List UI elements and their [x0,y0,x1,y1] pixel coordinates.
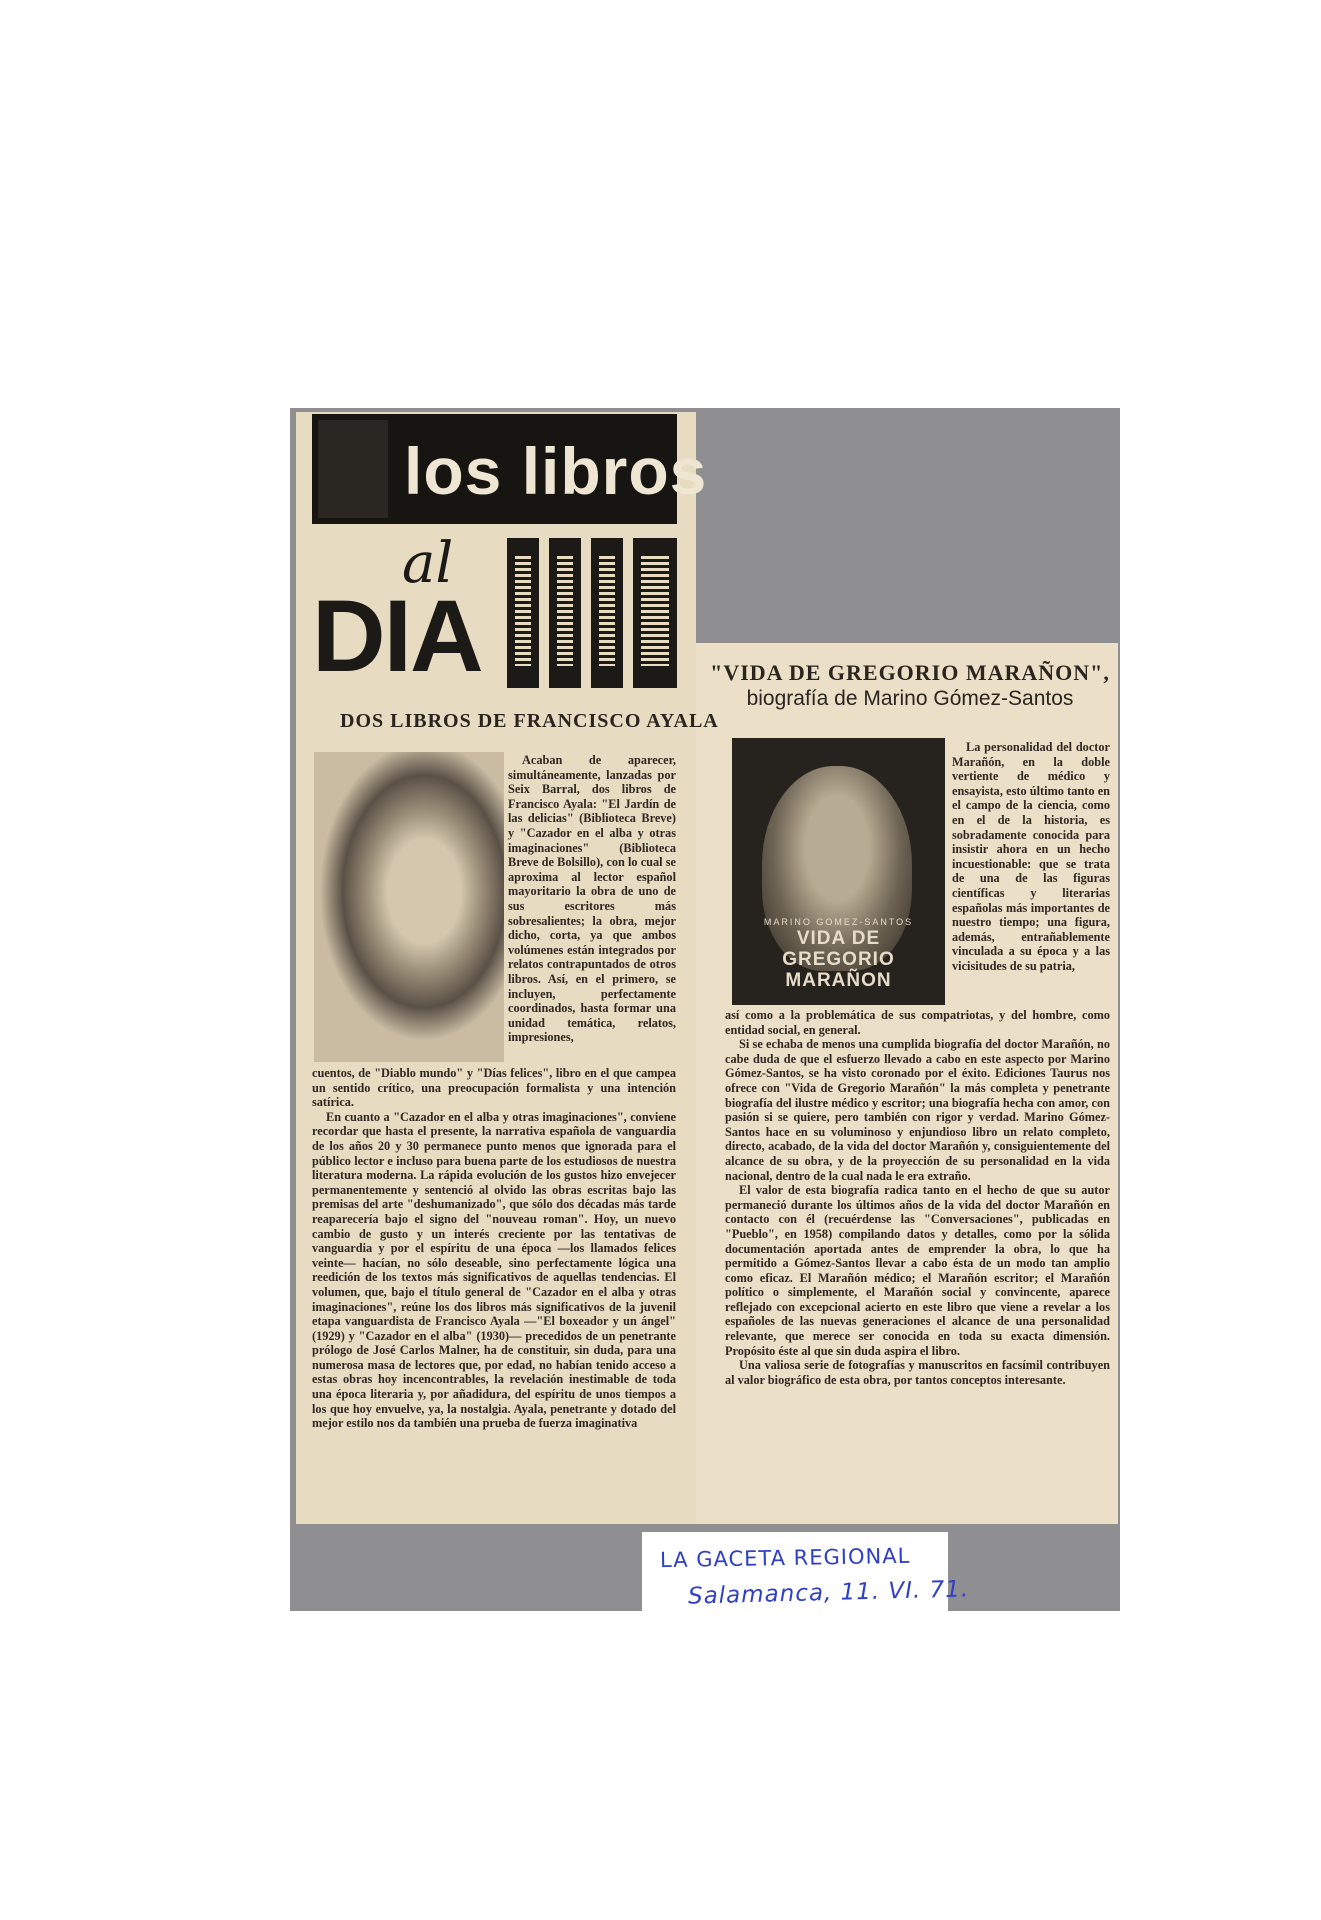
paragraph: cuentos, de "Diablo mundo" y "Días felices", libro en el que campea un sentido crítico, una preocupación formalista y una intención satírica. [312,1066,676,1110]
book-spine [591,538,623,688]
book-cover-caption [746,916,931,991]
paragraph: Si se echaba de menos una cumplida biografía del doctor Marañón, no cabe duda de que el esfuerzo llevado a cabo en este aspecto por Marino Gómez-Santos, se ha visto coronado por el éxito. Ediciones Taurus nos ofrece con "Vida de Gregorio Marañón" la más completa y penetrante biografía del ilustre médico y escritor; una biografía hecha con amor, con pasión si se quiere, pero también con rigor y verdad. Marino Gómez-Santos hace en su voluminoso y enjundioso libro un relato completo, directo, acabado, de la vida del doctor Marañón y, consiguientemente del alcance de su obra, y de la proyección de su personalidad en la vida nacional, dentro de la cual nada le era extraño. [725,1037,1110,1183]
left-article-body [312,1066,676,1431]
section-masthead [312,414,708,696]
headline-subtitle: biografía de Marino Gómez-Santos [746,687,1074,710]
book-cover-author: MARINO GOMEZ-SANTOS [763,917,914,927]
masthead-dia: DIA [312,579,482,693]
ayala-portrait [314,752,504,1062]
masthead-banner [312,414,708,524]
masthead-title: los libros [404,434,708,508]
paragraph: Una valiosa serie de fotografías y manuscritos en facsímil contribuyen al valor biográfico de esta obra, por tantos conceptos interesante. [725,1358,1110,1387]
headline-title: "VIDA DE GREGORIO MARAÑON", [710,660,1110,685]
paragraph: La personalidad del doctor Marañón, en la doble vertiente de médico y ensayista, esto último tanto en el campo de la ciencia, como en el de la historia, es sobradamente conocida para insistir ahora en un hecho incuestionable: que se trata de una de las figuras científicas y literarias españolas más importantes de nuestro tiempo; una figura, además, entrañablemente vinculada a su época y a las vicisitudes de su patria, [952,740,1110,973]
masthead-al: al [402,531,454,596]
paragraph: Acaban de aparecer, simultáneamente, lanzadas por Seix Barral, dos libros de Francisco Ayala: "El Jardín de las delicias" (Biblioteca Breve) y "Cazador en el alba y otras imaginaciones" (Biblioteca Breve de Bolsillo), con lo cual se aproxima al lector español mayoritario la obra de uno de sus escritores más sobresalientes; la obra, mejor dicho, corta, ya que ambos volúmenes están integrados por relatos contrapuntados de otros libros. Así, en el primero, se incluyen, perfectamente coordinados, hasta formar una unidad temática, relatos, impresiones, [508,753,676,1045]
handwritten-date: Salamanca, 11. VI. 71. [687,1576,970,1610]
book-cover-image [732,738,945,1005]
left-article-intro [508,753,676,1045]
masthead-photo-block [318,420,388,518]
book-spine [549,538,581,688]
right-article-body [725,1008,1110,1387]
handwritten-source: LA GACETA REGIONAL [659,1543,911,1573]
paragraph: En cuanto a "Cazador en el alba y otras imaginaciones", conviene recordar que hasta el presente, la narrativa española de vanguardia de los años 20 y 30 permanece punto menos que ignorada para el público lector e incluso para buena parte de los estudiosos de nuestra literatura moderna. La rápida evolución de los gustos hizo envejecer permanentemente y sentenció al olvido las obras escritas bajo las premisas del arte "deshumanizado", que sólo dos décadas más tarde reaparecería bajo el signo del "nouveau roman". Hoy, un nuevo cambio de gusto y un interés creciente por las tentativas de vanguardia y por el espíritu de una época —los llamados felices veinte— hacían, no sólo deseable, sino perfectamente lógica una reedición de los textos más significativos de aquellas tendencias. El volumen, que, bajo el título general de "Cazador en el alba y otras imaginaciones", reúne los dos libros más significativos de la juvenil etapa vanguardista de Francisco Ayala —"El boxeador y un ángel" (1929) y "Cazador en el alba" (1930)— precedidos de un penetrante prólogo de José Carlos Malner, ha de constituir, sin duda, para una numerosa masa de lectores que, por edad, no habían tenido acceso a estas obras hoy incencontrables, la revelación inestimable de toda una época literaria y, por añadidura, del espíritu de unos tiempos a los que hoy envuelve, ya, la nostalgia. Ayala, penetrante y dotado del mejor estilo nos da también una prueba de fuerza imaginativa [312,1109,676,1431]
right-article-intro [952,740,1110,974]
books-illustration [507,538,677,688]
paragraph: así como a la problemática de sus compatriotas, y del hombre, como entidad social, en general. [725,1008,1110,1037]
left-article-kicker: DOS LIBROS DE FRANCISCO AYALA [340,710,719,732]
book-spine [507,538,539,688]
book-spine [633,538,677,688]
right-article-headline [700,660,1120,712]
book-cover-title: VIDA DE GREGORIO MARAÑON [782,928,895,991]
paragraph: El valor de esta biografía radica tanto en el hecho de que su autor permaneció durante los últimos años de la vida del doctor Marañón en contacto con él (recuérdense las "Conversaciones", publicadas en "Pueblo", en 1958) compilando datos y detalles, como por la sólida documentación aportada antes de emprender la obra, lo que ha permitido a Gómez-Santos llevar a cabo ésta de un modo tan amplio como eficaz. El Marañón médico; el Marañón escritor; el Marañón político o simplemente, el Marañón social y convincente, aparece reflejado con excepcional acierto en este libro que viene a revelar a los españoles de las nuevas generaciones el alcance de una personalidad relevante, que merece ser conocida en toda su exacta dimensión. Propósito éste al que sin duda aspira el libro. [725,1183,1110,1358]
